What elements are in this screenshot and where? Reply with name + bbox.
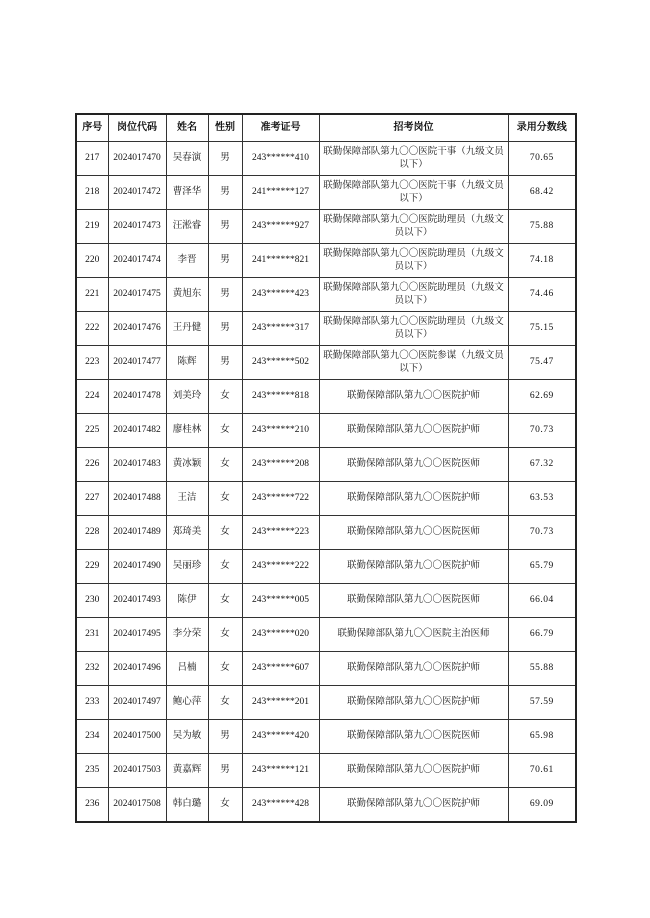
table-row [76,584,576,618]
cell-job-code: 2024017483 [108,448,166,482]
cell-index: 223 [76,346,108,380]
cell-score-line: 70.73 [508,414,576,448]
cell-ticket-number: 241******821 [242,244,319,278]
table-row [76,788,576,823]
cell-name: 吴丽珍 [166,550,208,584]
table-row [76,380,576,414]
cell-index: 224 [76,380,108,414]
cell-name: 王丹健 [166,312,208,346]
cell-position: 联勤保障部队第九〇〇医院干事（九级文员以下） [319,142,508,176]
cell-gender: 女 [208,618,242,652]
cell-score-line: 75.88 [508,210,576,244]
cell-job-code: 2024017477 [108,346,166,380]
cell-index: 218 [76,176,108,210]
cell-name: 廖桂林 [166,414,208,448]
cell-job-code: 2024017478 [108,380,166,414]
cell-score-line: 75.15 [508,312,576,346]
cell-score-line: 65.79 [508,550,576,584]
cell-gender: 女 [208,788,242,823]
cell-gender: 男 [208,720,242,754]
cell-position: 联勤保障部队第九〇〇医院助理员（九级文员以下） [319,312,508,346]
cell-index: 229 [76,550,108,584]
cell-job-code: 2024017503 [108,754,166,788]
cell-ticket-number: 243******927 [242,210,319,244]
cell-ticket-number: 243******410 [242,142,319,176]
table-row [76,414,576,448]
cell-name: 曹泽华 [166,176,208,210]
cell-job-code: 2024017490 [108,550,166,584]
cell-job-code: 2024017489 [108,516,166,550]
cell-index: 226 [76,448,108,482]
cell-position: 联勤保障部队第九〇〇医院护师 [319,686,508,720]
cell-job-code: 2024017476 [108,312,166,346]
cell-position: 联勤保障部队第九〇〇医院干事（九级文员以下） [319,176,508,210]
header-cell-name: 姓名 [166,114,208,142]
table-body [76,142,576,823]
cell-score-line: 63.53 [508,482,576,516]
header-cell-index: 序号 [76,114,108,142]
cell-job-code: 2024017508 [108,788,166,823]
cell-index: 234 [76,720,108,754]
cell-name: 黄冰颖 [166,448,208,482]
cell-index: 221 [76,278,108,312]
cell-score-line: 70.73 [508,516,576,550]
cell-ticket-number: 243******223 [242,516,319,550]
cell-position: 联勤保障部队第九〇〇医院护师 [319,754,508,788]
header-cell-job-code: 岗位代码 [108,114,166,142]
cell-job-code: 2024017493 [108,584,166,618]
header-cell-ticket-number: 准考证号 [242,114,319,142]
cell-gender: 男 [208,754,242,788]
header-cell-score-line: 录用分数线 [508,114,576,142]
cell-ticket-number: 243******428 [242,788,319,823]
cell-job-code: 2024017482 [108,414,166,448]
table-row [76,244,576,278]
cell-position: 联勤保障部队第九〇〇医院医师 [319,448,508,482]
cell-position: 联勤保障部队第九〇〇医院医师 [319,720,508,754]
table-row [76,652,576,686]
cell-score-line: 68.42 [508,176,576,210]
cell-score-line: 66.04 [508,584,576,618]
table-row [76,346,576,380]
cell-position: 联勤保障部队第九〇〇医院护师 [319,380,508,414]
cell-job-code: 2024017500 [108,720,166,754]
cell-score-line: 74.18 [508,244,576,278]
cell-score-line: 75.47 [508,346,576,380]
cell-ticket-number: 243******208 [242,448,319,482]
cell-gender: 女 [208,652,242,686]
cell-gender: 女 [208,584,242,618]
cell-score-line: 67.32 [508,448,576,482]
cell-score-line: 70.61 [508,754,576,788]
cell-ticket-number: 243******005 [242,584,319,618]
cell-job-code: 2024017497 [108,686,166,720]
cell-gender: 男 [208,346,242,380]
cell-ticket-number: 243******222 [242,550,319,584]
table-row [76,312,576,346]
cell-gender: 女 [208,550,242,584]
table-row [76,142,576,176]
table-row [76,720,576,754]
cell-index: 228 [76,516,108,550]
cell-score-line: 55.88 [508,652,576,686]
cell-score-line: 69.09 [508,788,576,823]
cell-name: 李分荣 [166,618,208,652]
cell-ticket-number: 243******121 [242,754,319,788]
cell-index: 230 [76,584,108,618]
header-cell-gender: 性别 [208,114,242,142]
table-row [76,516,576,550]
cell-index: 220 [76,244,108,278]
cell-name: 刘美玲 [166,380,208,414]
cell-job-code: 2024017475 [108,278,166,312]
score-line-table [75,113,577,823]
cell-gender: 男 [208,278,242,312]
cell-name: 汪淞睿 [166,210,208,244]
cell-gender: 男 [208,244,242,278]
table-row [76,618,576,652]
cell-position: 联勤保障部队第九〇〇医院护师 [319,550,508,584]
cell-gender: 女 [208,380,242,414]
cell-ticket-number: 241******127 [242,176,319,210]
cell-gender: 女 [208,686,242,720]
cell-gender: 男 [208,142,242,176]
cell-gender: 男 [208,312,242,346]
cell-score-line: 65.98 [508,720,576,754]
cell-index: 233 [76,686,108,720]
cell-name: 李晋 [166,244,208,278]
cell-gender: 男 [208,210,242,244]
cell-score-line: 57.59 [508,686,576,720]
cell-gender: 男 [208,176,242,210]
cell-job-code: 2024017488 [108,482,166,516]
cell-ticket-number: 243******502 [242,346,319,380]
cell-gender: 女 [208,516,242,550]
cell-ticket-number: 243******818 [242,380,319,414]
cell-job-code: 2024017473 [108,210,166,244]
cell-name: 黄嘉辉 [166,754,208,788]
cell-index: 231 [76,618,108,652]
cell-name: 吕楠 [166,652,208,686]
cell-name: 陈辉 [166,346,208,380]
cell-name: 吴为敏 [166,720,208,754]
cell-position: 联勤保障部队第九〇〇医院医师 [319,584,508,618]
cell-ticket-number: 243******317 [242,312,319,346]
cell-job-code: 2024017474 [108,244,166,278]
cell-gender: 女 [208,482,242,516]
cell-ticket-number: 243******020 [242,618,319,652]
table-header-row [76,114,576,142]
table-row [76,550,576,584]
cell-index: 235 [76,754,108,788]
cell-job-code: 2024017470 [108,142,166,176]
cell-job-code: 2024017496 [108,652,166,686]
table-row [76,686,576,720]
cell-position: 联勤保障部队第九〇〇医院护师 [319,414,508,448]
table-row [76,278,576,312]
cell-ticket-number: 243******722 [242,482,319,516]
cell-name: 陈伊 [166,584,208,618]
cell-score-line: 74.46 [508,278,576,312]
table-row [76,754,576,788]
cell-index: 222 [76,312,108,346]
cell-name: 吴春演 [166,142,208,176]
cell-name: 黄旭东 [166,278,208,312]
cell-name: 韩白璐 [166,788,208,823]
cell-position: 联勤保障部队第九〇〇医院助理员（九级文员以下） [319,244,508,278]
cell-gender: 女 [208,414,242,448]
cell-position: 联勤保障部队第九〇〇医院主治医师 [319,618,508,652]
cell-score-line: 62.69 [508,380,576,414]
cell-index: 217 [76,142,108,176]
table-row [76,176,576,210]
cell-job-code: 2024017495 [108,618,166,652]
table-row [76,482,576,516]
cell-position: 联勤保障部队第九〇〇医院助理员（九级文员以下） [319,210,508,244]
cell-score-line: 70.65 [508,142,576,176]
cell-ticket-number: 243******420 [242,720,319,754]
cell-gender: 女 [208,448,242,482]
table-row [76,210,576,244]
cell-score-line: 66.79 [508,618,576,652]
cell-position: 联勤保障部队第九〇〇医院助理员（九级文员以下） [319,278,508,312]
cell-index: 236 [76,788,108,823]
cell-ticket-number: 243******210 [242,414,319,448]
cell-index: 227 [76,482,108,516]
cell-name: 王洁 [166,482,208,516]
cell-position: 联勤保障部队第九〇〇医院护师 [319,652,508,686]
cell-index: 232 [76,652,108,686]
table-row [76,448,576,482]
cell-position: 联勤保障部队第九〇〇医院医师 [319,516,508,550]
cell-ticket-number: 243******607 [242,652,319,686]
cell-position: 联勤保障部队第九〇〇医院参谋（九级文员以下） [319,346,508,380]
cell-job-code: 2024017472 [108,176,166,210]
cell-name: 鲍心萍 [166,686,208,720]
header-cell-position: 招考岗位 [319,114,508,142]
cell-index: 225 [76,414,108,448]
cell-index: 219 [76,210,108,244]
cell-name: 郑琦美 [166,516,208,550]
cell-position: 联勤保障部队第九〇〇医院护师 [319,788,508,823]
cell-ticket-number: 243******423 [242,278,319,312]
cell-ticket-number: 243******201 [242,686,319,720]
cell-position: 联勤保障部队第九〇〇医院护师 [319,482,508,516]
